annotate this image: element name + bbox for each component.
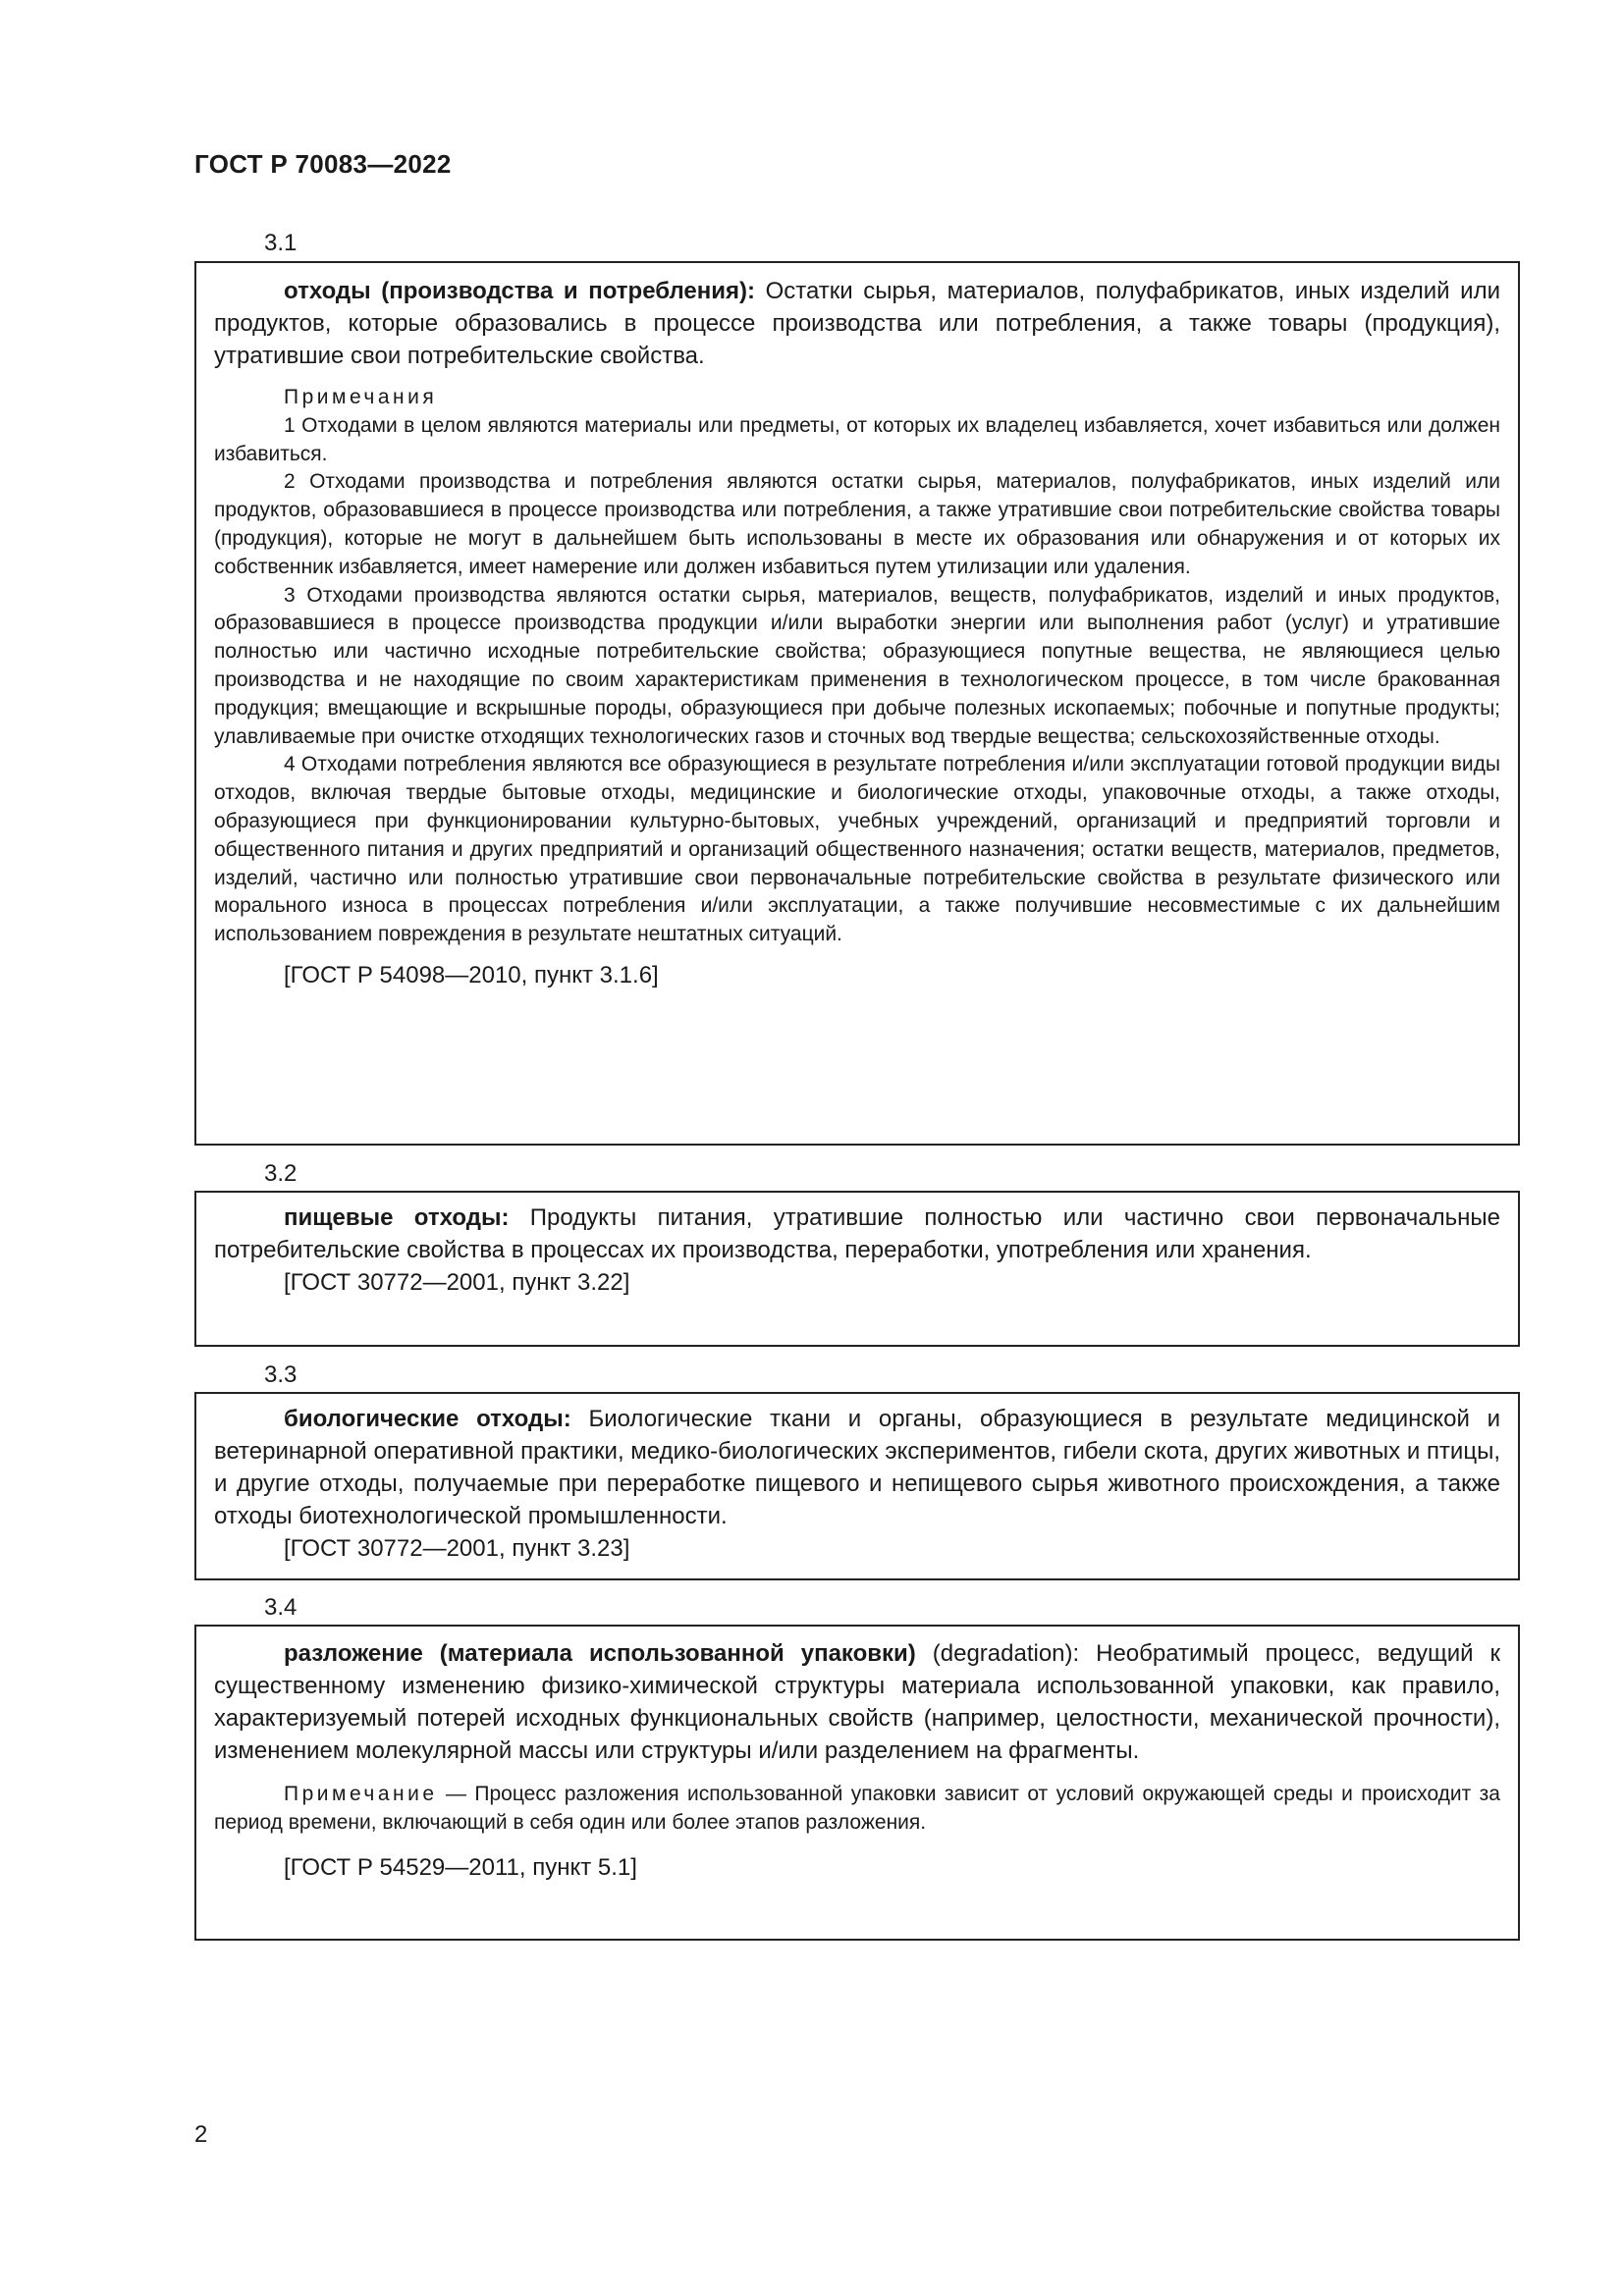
term-definition-text: Биологические ткани и органы, образующиеся в результате медицинской и ветеринарной оперативной практики, медико-биологических экспериментов, гибели скота, других животных и птицы, и другие отходы, получаемые при переработке пищевого и непищевого сырья животного происхождения, а также отходы биотехнологической промышленности. xyxy=(214,1406,1500,1529)
term-definition xyxy=(214,275,1500,372)
notes-block xyxy=(214,384,1500,949)
term-name: пищевые отходы: xyxy=(284,1204,510,1231)
term-definition xyxy=(214,1403,1500,1532)
term-definition-text: Остатки сырья, материалов, полуфабрикатов, иных изделий или продуктов, которые образовались в процессе производства или потребления, а также товары (продукция), утратившие свои потребительские свойства. xyxy=(214,278,1500,369)
note-item-3: 3 Отходами производства являются остатки сырья, материалов, веществ, полуфабрикатов, изделий и иных продуктов, образовавшиеся в процессе производства продукции и/или выработки энергии или выполнения работ (услуг) и утратившие полностью или частично исходные потребительские свойства; образующиеся попутные вещества, не являющиеся целью производства и не находящие по своим характеристикам применения в технологическом процессе, в том числе бракованная продукция; вмещающие и вскрышные породы, образующиеся при добыче полезных ископаемых; побочные и попутные продукты; улавливаемые при очистке отходящих технологических газов и сточных вод твердые вещества; сельскохозяйственные отходы. xyxy=(214,583,1500,748)
term-source: [ГОСТ 30772—2001, пункт 3.22] xyxy=(284,1269,630,1296)
note-text: — Процесс разложения использованной упаковки зависит от условий окружающей среды и происходит за период времени, включающий в себя один или более этапов разложения. xyxy=(214,1783,1500,1834)
term-definition-text: Продукты питания, утратившие полностью или частично свои первоначальные потребительские свойства в процессах их производства, переработки, употребления или хранения. xyxy=(214,1204,1500,1263)
term-name: биологические отходы: xyxy=(284,1406,571,1432)
term-definition xyxy=(214,1637,1500,1767)
term-box-3-4 xyxy=(194,1625,1520,1941)
term-box-3-3 xyxy=(194,1392,1520,1580)
note-item-2: 2 Отходами производства и потребления являются остатки сырья, материалов, полуфабрикатов, иных изделий или продуктов, образовавшиеся в процессе производства или потребления, а также утратившие свои потребительские свойства товары (продукция), которые не могут в дальнейшем быть использованы в месте их образования или обнаружения и от которых их собственник избавляется, имеет намерение или должен избавиться путем утилизации или удаления. xyxy=(214,470,1500,578)
note-item-1: 1 Отходами в целом являются материалы или предметы, от которых их владелец избавляется, хочет избавиться или должен избавиться. xyxy=(214,413,1500,465)
note-block xyxy=(214,1781,1500,1838)
term-definition xyxy=(214,1201,1500,1266)
note-paragraph xyxy=(214,1781,1500,1838)
term-number-3-4: 3.4 xyxy=(264,1594,298,1621)
term-source: [ГОСТ Р 54098—2010, пункт 3.1.6] xyxy=(284,961,659,988)
note-label: Примечание xyxy=(284,1783,438,1805)
term-box-3-2 xyxy=(194,1191,1520,1347)
term-definition-text: (degradation): Необратимый процесс, ведущий к существенному изменению физико-химической структуры материала использованной упаковки, как правило, характеризуемый потерей исходных функциональных свойств (например, целостности, механической прочности), изменением молекулярной массы или структуры и/или разделением на фрагменты. xyxy=(214,1640,1500,1764)
document-header: ГОСТ Р 70083—2022 xyxy=(194,149,452,179)
term-name: отходы (производства и потребления): xyxy=(284,278,755,304)
note-item-4: 4 Отходами потребления являются все образующиеся в результате потребления и/или эксплуатации готовой продукции виды отходов, включая твердые бытовые отходы, медицинские и биологические отходы, упаковочные отходы, а также отходы, образующиеся при функционировании культурно-бытовых, учебных учреждений, организаций и предприятий торговли и общественного питания и других предприятий и организаций общественного назначения; остатки веществ, материалов, предметов, изделий, частично или полностью утратившие свои первоначальные потребительские свойства в результате физического или морального износа в процессах потребления и/или эксплуатации, а также получившие несовместимые с их дальнейшим использованием повреждения в результате нештатных ситуаций. xyxy=(214,753,1500,946)
term-number-3-3: 3.3 xyxy=(264,1362,298,1388)
notes-heading: Примечания xyxy=(284,386,438,408)
term-number-3-1: 3.1 xyxy=(264,230,298,256)
term-number-3-2: 3.2 xyxy=(264,1160,298,1187)
term-source: [ГОСТ 30772—2001, пункт 3.23] xyxy=(284,1535,630,1562)
term-name: разложение (материала использованной упаковки) xyxy=(284,1640,916,1667)
page-number: 2 xyxy=(194,2121,208,2148)
term-source: [ГОСТ Р 54529—2011, пункт 5.1] xyxy=(284,1853,637,1881)
term-box-3-1 xyxy=(194,261,1520,1146)
